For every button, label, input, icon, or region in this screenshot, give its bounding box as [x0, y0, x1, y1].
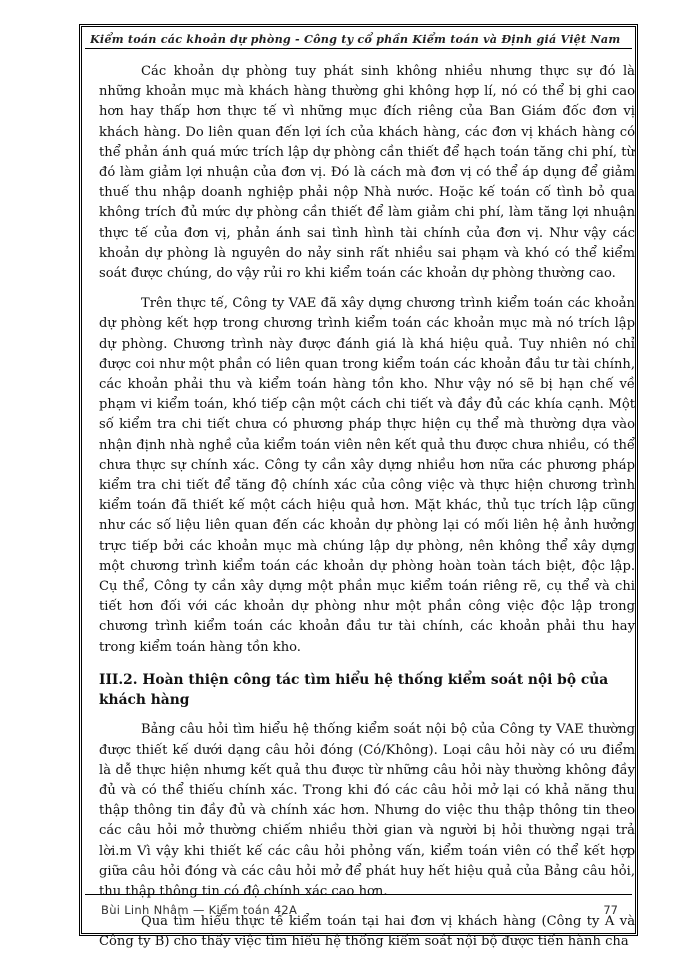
section-heading: III.2. Hoàn thiện công tác tìm hiểu hệ thống kiểm soát nội bộ của khách hàng [99, 671, 609, 709]
running-header: Kiểm toán các khoản dự phòng - Công ty cổ phần Kiểm toán và Định giá Việt Nam [90, 32, 621, 46]
header-rule [85, 48, 632, 49]
page-number: 77 [603, 903, 618, 917]
footer-rule [85, 894, 632, 895]
footer-author: Bùi Linh Nhâm — Kiểm toán 42A [101, 903, 298, 917]
paragraph-1: Các khoản dự phòng tuy phát sinh không nhiều nhưng thực sự đó là những khoản mục mà khách hàng thường ghi không hợp lí, nó có thể bị ghi cao hơn hay thấp hơn thực tế vì những mục đích riêng của Ban Giám đốc đơn vị khách hàng. Do liên quan đến lợi ích của khách hàng, các đơn vị khách hàng có thể phản ánh quá mức trích lập dự phòng cần thiết để hạch toán tăng chi phí, từ đó làm giảm lợi nhuận của đơn vị. Đó là cách mà đơn vị có thể áp dụng để giảm thuế thu nhập doanh nghiệp phải nộp Nhà nước. Hoặc kế toán cố tình bỏ qua không trích đủ mức dự phòng cần thiết để làm giảm chi phí, làm tăng lợi nhuận thực tế của đơn vị, phản ánh sai tình hình tài chính của đơn vị. Như vậy các khoản dự phòng là nguyên do nảy sinh rất nhiều sai phạm và khó có thể kiểm soát được chúng, do vậy rủi ro khi kiểm toán các khoản dự phòng thường cao. [99, 64, 635, 282]
document-body [99, 62, 635, 963]
paragraph-2: Trên thực tế, Công ty VAE đã xây dựng chương trình kiểm toán các khoản dự phòng kết hợp trong chương trình kiểm toán các khoản mục mà nó trích lập dự phòng. Chương trình này được đánh giá là khá hiệu quả. Tuy nhiên nó chỉ được coi như một phần có liên quan trong kiểm toán các khoản đầu tư tài chính, các khoản phải thu và kiểm toán hàng tồn kho. Như vậy nó sẽ bị hạn chế về phạm vi kiểm toán, khó tiếp cận một cách chi tiết và đầy đủ các khía cạnh. Một số kiểm tra chi tiết chưa có phương pháp thực hiện cụ thể mà thường dựa vào nhận định nhà nghề của kiểm toán viên nên kết quả thu được chưa nhiều, có thể chưa thực sự chính xác. Công ty cần xây dựng nhiều hơn nữa các phương pháp kiểm tra chi tiết để tăng độ chính xác của công việc và thực hiện chương trình kiểm toán đã thiết kế một cách hiệu quả hơn. Mặt khác, thủ tục trích lập cũng như các số liệu liên quan đến các khoản dự phòng lại có mối liên hệ ảnh hưởng trực tiếp bởi các khoản mục mà chúng lập dự phòng, nên không thể xây dựng một chương trình kiểm toán các khoản dự phòng hoàn toàn tách biệt, độc lập. Cụ thể, Công ty cần xây dựng một phần mục kiểm toán riêng rẽ, cụ thể và chi tiết hơn đối với các khoản dự phòng như một phần công việc độc lập trong chương trình kiểm toán các khoản đầu tư tài chính, các khoản phải thu hay trong kiểm toán hàng tồn kho. [99, 296, 635, 655]
paragraph-3: Bảng câu hỏi tìm hiểu hệ thống kiểm soát nội bộ của Công ty VAE thường được thiết kế dưới dạng câu hỏi đóng (Có/Không). Loại câu hỏi này có ưu điểm là dễ thực hiện nhưng kết quả thu được từ những câu hỏi này thường không đầy đủ và có thể thiếu chính xác. Trong khi đó các câu hỏi mở lại có khả năng thu thập thông tin đầy đủ và chính xác hơn. Nhưng do việc thu thập thông tin theo các câu hỏi mở thường chiếm nhiều thời gian và người bị hỏi thường ngại trả lời.m Vì vậy khi thiết kế các câu hỏi phỏng vấn, kiểm toán viên có thể kết hợp giữa câu hỏi đóng và các câu hỏi mở để phát huy hết hiệu quả của Bảng câu hỏi, thu thập thông tin có độ chính xác cao hơn. [99, 722, 635, 899]
paragraph-4: Qua tìm hiểu thực tế kiểm toán tại hai đơn vị khách hàng (Công ty A và Công ty B) cho thấy việc tìm hiểu hệ thống kiểm soát nội bộ được tiến hành cha [99, 914, 635, 950]
